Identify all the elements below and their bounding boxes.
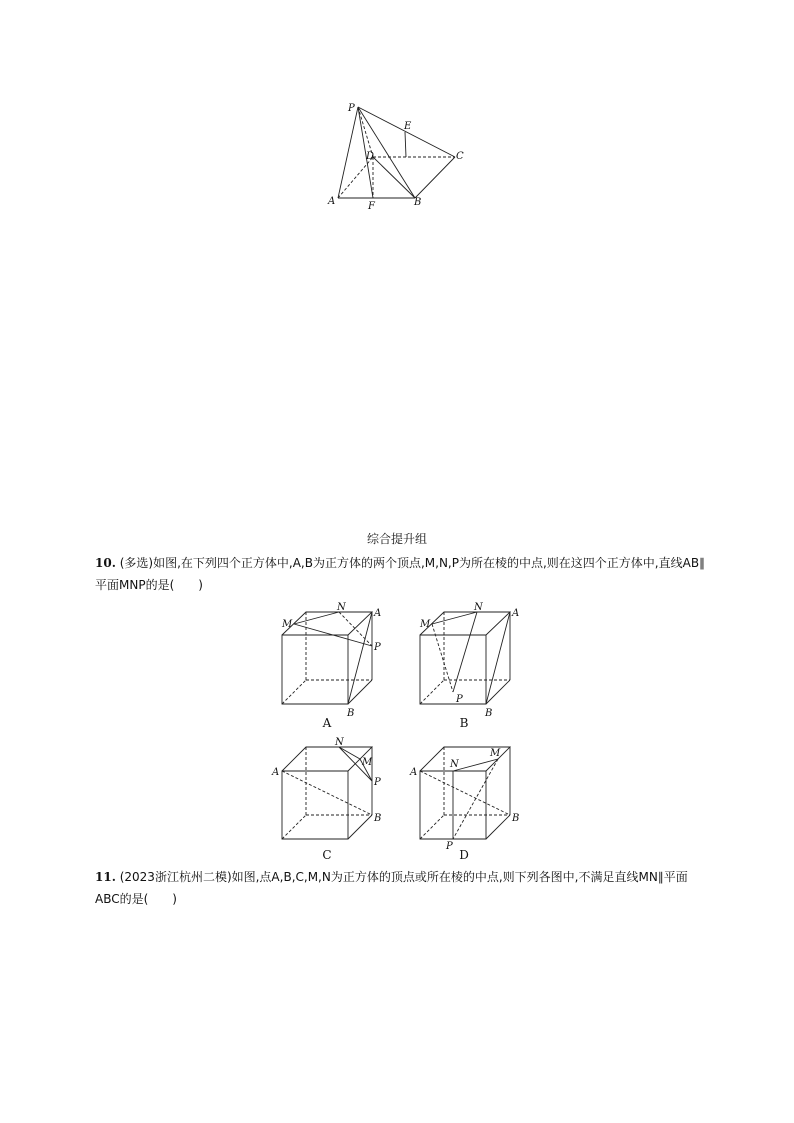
cube-d-label-B: B bbox=[512, 813, 520, 824]
cube-a-label-M: M bbox=[282, 619, 293, 630]
label-P: P bbox=[348, 103, 355, 114]
cube-option-a bbox=[270, 600, 390, 720]
section-title: 综合提升组 bbox=[366, 532, 427, 546]
question-11 bbox=[95, 866, 710, 910]
label-A: A bbox=[328, 196, 336, 207]
cube-c-label-A: A bbox=[272, 767, 280, 778]
cube-a-label-B: B bbox=[347, 708, 355, 719]
question-11-text: (2023浙江杭州二模)如图,点A,B,C,M,N为正方体的顶点或所在棱的中点,则下列各图中,不满足直线MN∥平面ABC的是( ) bbox=[95, 870, 688, 906]
cube-b-label-A: A bbox=[512, 608, 520, 619]
cube-b-caption: B bbox=[459, 716, 469, 730]
label-F: F bbox=[368, 201, 375, 212]
cube-a-caption: A bbox=[322, 716, 332, 730]
cube-c-caption: C bbox=[322, 848, 332, 862]
pyramid-figure bbox=[320, 95, 470, 215]
question-10-number: 10. bbox=[95, 556, 116, 570]
cube-d-label-M: M bbox=[490, 748, 501, 759]
cube-a-label-A: A bbox=[374, 608, 382, 619]
cube-c-label-B: B bbox=[374, 813, 382, 824]
cube-c-label-N: N bbox=[335, 737, 344, 748]
question-10-text: (多选)如图,在下列四个正方体中,A,B为正方体的两个顶点,M,N,P为所在棱的中点,则在这四个正方体中,直线AB∥平面MNP的是( ) bbox=[95, 556, 706, 592]
cube-d-label-N: N bbox=[450, 759, 459, 770]
label-D: D bbox=[366, 151, 375, 162]
cube-a-label-N: N bbox=[337, 602, 346, 613]
question-10 bbox=[95, 552, 710, 596]
label-E: E bbox=[404, 121, 412, 132]
cube-option-c bbox=[270, 733, 390, 853]
cube-d-label-A: A bbox=[410, 767, 418, 778]
cube-c-label-M: M bbox=[362, 757, 373, 768]
label-C: C bbox=[456, 151, 464, 162]
cube-a-label-P: P bbox=[374, 642, 381, 653]
cube-b-label-B: B bbox=[485, 708, 493, 719]
cube-b-label-N: N bbox=[474, 602, 483, 613]
cube-b-label-P: P bbox=[456, 694, 463, 705]
label-B: B bbox=[414, 197, 422, 208]
question-11-number: 11. bbox=[95, 870, 116, 884]
cube-option-d bbox=[408, 733, 528, 853]
cube-c-label-P: P bbox=[374, 777, 381, 788]
cube-b-label-M: M bbox=[420, 619, 431, 630]
cube-d-caption: D bbox=[459, 848, 469, 862]
cube-option-b bbox=[408, 600, 528, 720]
cube-d-label-P: P bbox=[446, 841, 453, 852]
